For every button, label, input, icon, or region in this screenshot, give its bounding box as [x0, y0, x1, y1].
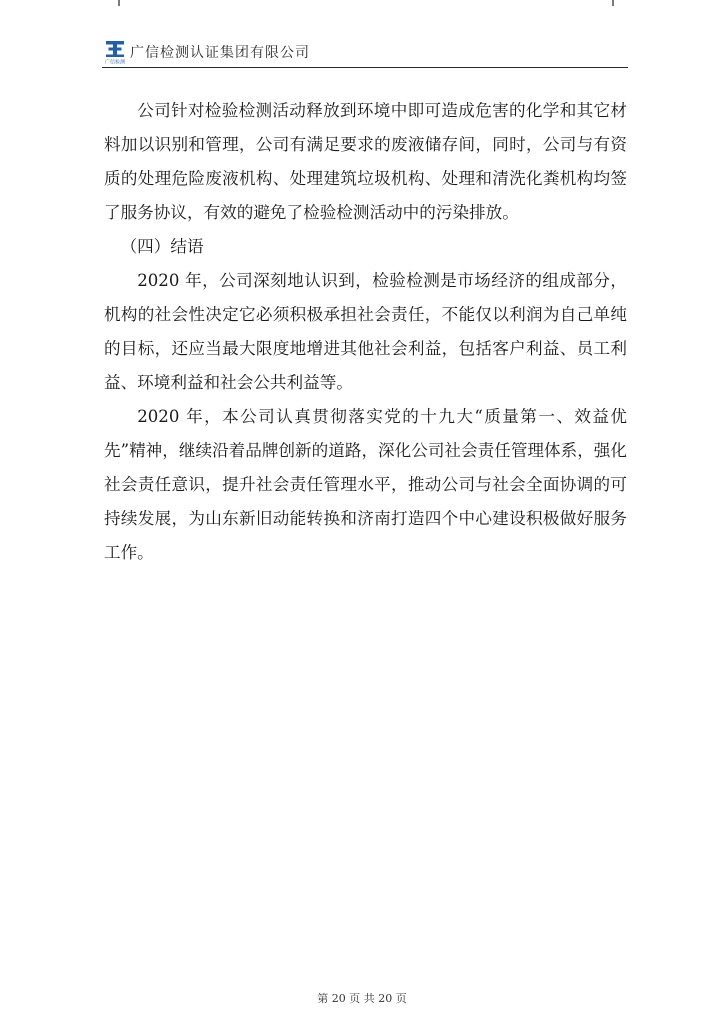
- scan-mark: [612, 0, 614, 6]
- page-number: 第 20 页 共 20 页: [317, 992, 407, 1005]
- company-logo-icon: [102, 39, 128, 65]
- company-name: 广信检测认证集团有限公司: [130, 45, 310, 61]
- paragraph-social-responsibility: 2020 年，公司深刻地认识到，检验检测是市场经济的组成部分，机构的社会性决定它必须积极承担社会责任，不能仅以利润为自己单纯的目标，还应当最大限度地增进其他社会利益，包括客户利益、员工利益、环境利益和社会公共利益等。: [104, 271, 627, 392]
- header-divider: [102, 67, 628, 68]
- paragraph-development-goals: 2020 年，本公司认真贯彻落实党的十九大“质量第一、效益优先”精神，继续沿着品牌创新的道路，深化公司社会责任管理体系，强化社会责任意识，提升社会责任管理水平，推动公司与社会全面协调的可持续发展，为山东新旧动能转换和济南打造四个中心建设积极做好服务工作。: [104, 407, 627, 562]
- section-heading-conclusion: （四）结语: [120, 237, 204, 256]
- company-logo-graphic: [102, 39, 128, 65]
- paragraph-waste-management: 公司针对检验检测活动释放到环境中即可造成危害的化学和其它材料加以识别和管理，公司有满足要求的废液储存间，同时，公司与有资质的处理危险废液机构、处理建筑垃圾机构、处理和清洗化粪机构均签了服务协议，有效的避免了检验检测活动中的污染排放。: [104, 101, 627, 222]
- scan-edge: [0, 0, 724, 8]
- document-body: [104, 94, 627, 570]
- logo-text: 广信检测: [104, 59, 126, 65]
- scan-mark: [118, 0, 120, 6]
- page-header: [102, 38, 310, 66]
